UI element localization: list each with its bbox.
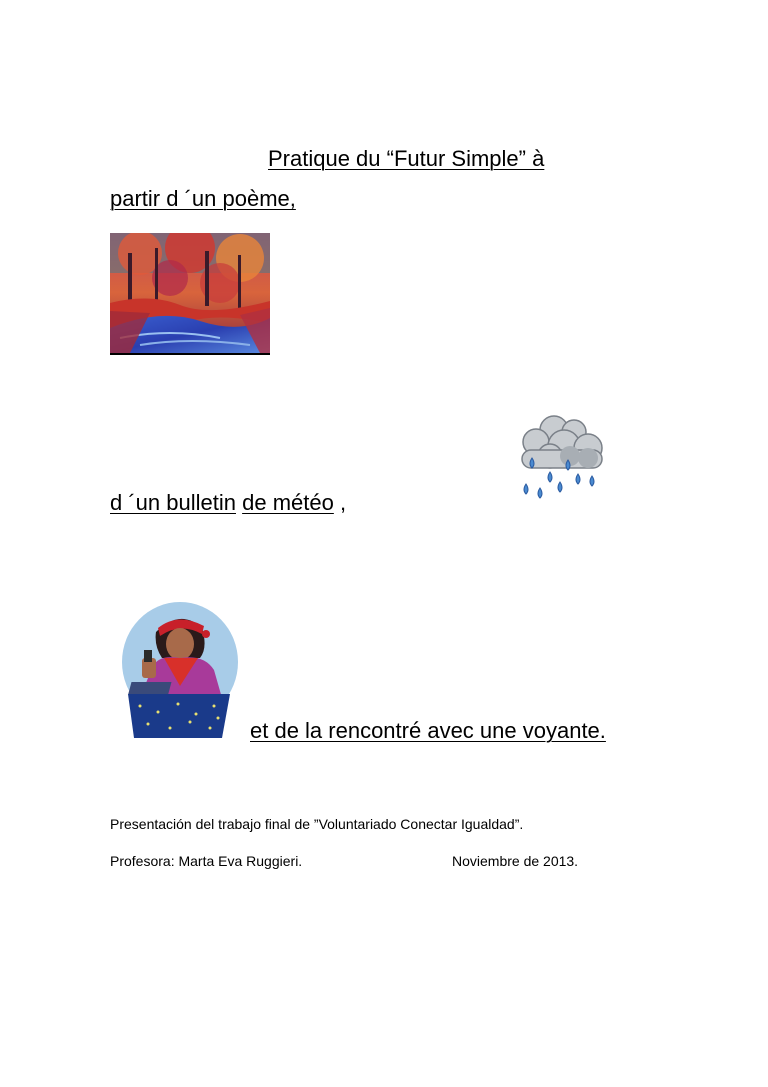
date-text: Noviembre de 2013. xyxy=(452,853,579,869)
forest-river-painting xyxy=(110,233,270,355)
bulletin-text: d ´un bulletin xyxy=(110,490,236,515)
title-line-1: Pratique du “Futur Simple” à xyxy=(268,146,545,171)
title-line-2: partir d ´un poème, xyxy=(110,186,296,211)
meteo-text: de météo xyxy=(242,490,334,515)
presentation-text: Presentación del trabajo final de ”Voluntariado Conectar Igualdad”. xyxy=(110,816,524,832)
rain-cloud-icon xyxy=(512,412,608,500)
meteo-comma: , xyxy=(333,490,347,515)
bulletin-line xyxy=(110,490,346,516)
voyante-line: et de la rencontré avec une voyante. xyxy=(250,718,606,743)
fortune-teller-illustration xyxy=(118,598,246,738)
profesora-text: Profesora: Marta Eva Ruggieri. xyxy=(110,853,303,869)
